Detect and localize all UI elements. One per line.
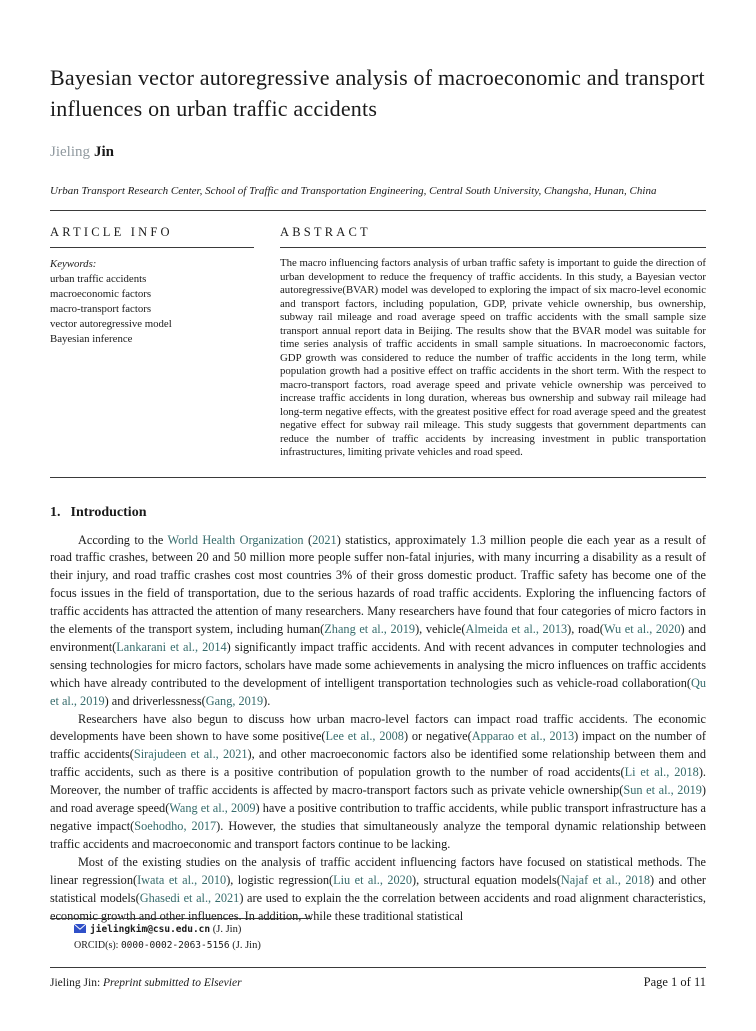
footer-author: Jieling Jin: [50, 977, 104, 989]
author-line [50, 144, 706, 161]
text-run: ), logistic regression( [226, 872, 334, 887]
section-title: Introduction [70, 504, 147, 520]
citation-link[interactable]: Iwata et al., 2010 [137, 872, 227, 887]
text-run: ) and road average speed( [50, 783, 706, 816]
affiliation: Urban Transport Research Center, School of Traffic and Transportation Engineering, Central South University, Changsha, Hunan, China [50, 185, 657, 197]
text-run: ( [303, 532, 313, 547]
text-run: ) and other statistical models( [50, 872, 706, 905]
text-run: Most of the existing studies on the analysis of traffic accident influencing factors have focused on statistical methods. The linear regression( [50, 854, 706, 887]
intro-paragraph-3 [50, 854, 706, 926]
footer-left [50, 977, 242, 989]
email-note: (J. Jin) [210, 924, 242, 935]
author-last-name: Jin [94, 144, 115, 160]
abstract-column [280, 225, 706, 460]
info-abstract-section [50, 225, 706, 460]
citation-link[interactable]: Zhang et al., 2019 [324, 622, 416, 637]
envelope-icon [74, 924, 86, 937]
footnote-divider [50, 918, 312, 919]
text-run: ). [263, 693, 271, 708]
footer-row [50, 975, 706, 990]
page-footer [50, 967, 706, 990]
citation-link[interactable]: 2021 [312, 532, 337, 547]
author-email[interactable]: jielingkim@csu.edu.cn [90, 924, 211, 935]
citation-link[interactable]: World Health Organization [167, 532, 304, 547]
citation-link[interactable]: Sirajudeen et al., 2021 [133, 747, 248, 762]
footer-preprint-note: Preprint submitted to Elsevier [103, 977, 242, 989]
text-run: ). Moreover, the number of traffic accidents is affected by macro-transport factors such as private vehicle ownership( [50, 765, 706, 798]
email-line [74, 923, 706, 937]
keyword-item: macro-transport factors [50, 303, 152, 315]
orcid-id[interactable]: 0000-0002-2063-5156 [120, 940, 230, 951]
citation-link[interactable]: Qu et al., 2019 [50, 675, 706, 708]
text-run: ), and other macroeconomic factors also be identified some relationship between them and traffic accidents, such as there is a positive contribution of population growth to the number of road accidents( [50, 747, 706, 780]
text-run: ), road( [567, 622, 604, 637]
abstract-heading: ABSTRACT [280, 225, 706, 248]
intro-paragraph-1 [50, 532, 706, 711]
author-first-name[interactable]: Jieling [50, 144, 90, 160]
orcid-label: ORCID(s): [74, 940, 121, 951]
citation-link[interactable]: Ghasedi et al., 2021 [139, 890, 240, 905]
citation-link[interactable]: Wang et al., 2009 [169, 801, 256, 816]
citation-link[interactable]: Lee et al., 2008 [325, 729, 404, 744]
citation-link[interactable]: Najaf et al., 2018 [560, 872, 650, 887]
text-run: ), vehicle( [415, 622, 466, 637]
footer-divider [50, 967, 706, 968]
text-run: ) impact on the number of traffic accidents( [50, 729, 706, 762]
intro-paragraph-2 [50, 711, 706, 854]
citation-link[interactable]: Apparao et al., 2013 [471, 729, 575, 744]
article-info-column [50, 225, 254, 460]
citation-link[interactable]: Liu et al., 2020 [333, 872, 412, 887]
text-run: ) statistics, approximately 1.3 million people die each year as a result of road traffic crashes, between 20 and 50 million more people suffer non-fatal injuries, with many incurring a disability as a result of their injury, and road traffic crashes cost most countries 3% of their gross domestic product. Traffic safety has become one of the focus issues in the field of transportation, due to the serious hazards of road traffic accidents. Exploring the influencing factors of traffic accidents has attracted the attention of many researchers. Many researchers have found that four categories of micro factors in the elements of the transport system, including human( [50, 532, 706, 637]
citation-link[interactable]: Soehodho, 2017 [134, 819, 217, 833]
citation-link[interactable]: Sun et al., 2019 [623, 783, 702, 798]
keyword-item: Bayesian inference [50, 333, 133, 345]
text-run: ) significantly impact traffic accidents. And with recent advances in computer technologies and sensing technologies for micro factors, scholars have made some achievements in analysing the micro influences on traffic accidents which have already contributed to the development of intelligent transportation technologies such as vehicle-road collaboration( [50, 639, 706, 690]
section-heading-introduction [50, 505, 706, 521]
citation-link[interactable]: Almeida et al., 2013 [465, 622, 568, 637]
section-number: 1. [50, 504, 61, 520]
citation-link[interactable]: Gang, 2019 [205, 693, 264, 708]
abstract-divider [50, 477, 706, 478]
text-run: ) and environment( [50, 622, 706, 654]
citation-link[interactable]: Lankarani et al., 2014 [116, 639, 227, 654]
header-divider [50, 210, 706, 211]
keyword-item: macroeconomic factors [50, 288, 152, 300]
text-run: ) or negative( [403, 729, 472, 744]
text-run: ) and driverlessness( [104, 693, 206, 708]
text-run: Researchers have also begun to discuss how urban macro-level factors can impact road traffic accidents. The economic developments have been shown to have some positive( [50, 711, 706, 744]
footnote-block [50, 918, 706, 952]
text-run: According to the [78, 532, 168, 547]
citation-link[interactable]: Li et al., 2018 [624, 765, 699, 780]
text-run: ), structural equation models( [411, 872, 561, 887]
text-run: ) are used to explain the the correlation between accidents and road alignment characteristics, economic growth and other influences. In addition, while these traditional statistical [50, 890, 706, 923]
introduction-body [50, 532, 706, 936]
paper-title: Bayesian vector autoregressive analysis of macroeconomic and transport influences on urban traffic accidents [50, 65, 705, 121]
orcid-note: (J. Jin) [229, 940, 261, 951]
keyword-item: vector autoregressive model [50, 318, 172, 330]
orcid-line [74, 939, 706, 952]
keyword-item: urban traffic accidents [50, 273, 147, 285]
footer-page-number: Page 1 of 11 [643, 975, 706, 989]
keywords-label: Keywords: [50, 258, 97, 270]
citation-link[interactable]: Wu et al., 2020 [603, 622, 681, 637]
article-info-heading: ARTICLE INFO [50, 225, 254, 248]
text-run: ). However, the studies that simultaneously analyze the temporal dynamic relationship between traffic accidents and macroeconomic and transport factors continue to be lacking. [50, 819, 706, 851]
text-run: ) have a positive contribution to traffic accidents, while public transport infrastructure has a negative impact( [50, 801, 706, 833]
abstract-text: The macro influencing factors analysis of urban traffic safety is important to guide the direction of urban development to reduce the frequency of traffic accidents. In this study, a Bayesian vector autoregressive(BVAR) model was developed to exploring the impact of six macro-level economic and transport factors, including population, GDP, private vehicle ownership, bus ownership, subway rail mileage and road average speed on traffic accidents with the small sample size transport annual report data in Beijing. The results show that the BVAR model was suitable for time series analysis of traffic accidents in small sample situations. In macroeconomic factors, GDP growth was considered to reduce the number of traffic accidents in the long term, while population growth had a positive effect on traffic accidents in the short term. With the respect to macro-transport factors, road average speed and private vehicle ownership was perceived to increase traffic accidents in long duration, whereas bus ownership and subway rail mileage had long-term negative effects, with the greatest positive effect for road average speed and the greatest negative effect for subway rail mileage. This study suggests that government departments can reduce the number of traffic accidents by increasing investment in public transportation infrastructures, limiting private vehicles and road speed. [280, 257, 706, 458]
